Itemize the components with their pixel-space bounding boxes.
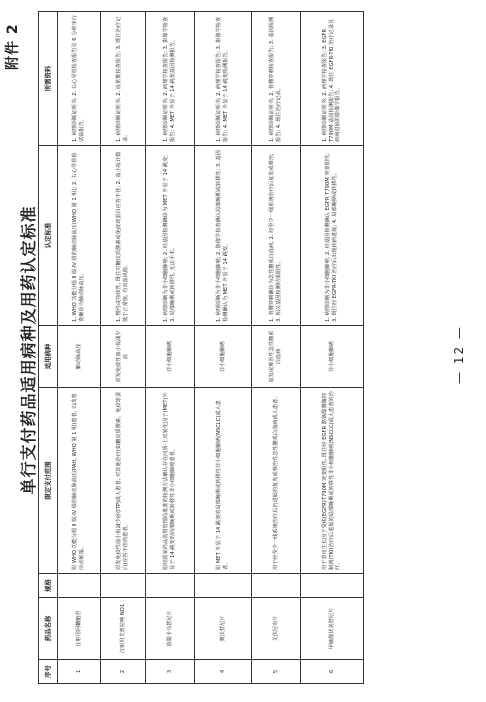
drug-name: 甲磺酸伏美替尼片: [301, 598, 364, 660]
scope-cell: 限 MET 外显子 14 跳变的局部晚期或转移性非小细胞肺癌(NSCLC)成人患者。: [195, 388, 252, 574]
criteria-cell: 1. 慢性或持续性, 既往对糖皮质激素或免疫球蛋白应答不佳; 2. 血小板计数低于正常值, 有出血风险。: [101, 146, 146, 326]
annex-label: 附件 2: [5, 23, 21, 70]
table-row: [301, 12, 364, 684]
row-number: 1: [58, 660, 101, 684]
disease-cell: 肺动脉高压: [58, 326, 101, 388]
row-number: 4: [195, 660, 252, 684]
disease-cell: 复发或难治性急性髓系白血病: [252, 326, 301, 388]
criteria-cell: 1. 病理诊断为非小细胞肺癌; 2. 经基因检测确认 EGFR T790M 突变阳性; 3. 既往经 EGFR-TKI 治疗后出现疾病进展; 4. 局部晚期或转移性。: [301, 146, 364, 326]
docs-cell: 1. 病情诊断证明书; 2. 骨髓穿刺检查报告; 3. 基因检测报告; 4. 既往治疗记录。: [252, 12, 301, 146]
header-cell: 适用病种: [39, 326, 58, 388]
scope-cell: 用于经至少一线系统治疗后仍进展的复发或难治性急性髓系白血病成人患者。: [252, 388, 301, 574]
page-title: 单行支付药品适用病种及用药认定标准: [19, 205, 38, 495]
header-cell: 序号: [39, 660, 58, 684]
disease-cell: 原发免疫性血小板减少症: [101, 326, 146, 388]
disease-cell: 非小细胞肺癌: [146, 326, 195, 388]
row-number: 2: [101, 660, 146, 684]
criteria-table: [38, 11, 364, 684]
scope-cell: 用于表皮生长因子受体(EGFR)T790M 突变阳性, 既往经 EGFR 酪氨酸激酶抑制剂(TKI)治疗后进展的局部晚期或转移性非小细胞肺癌(NSCLC)成人患者的治疗。: [301, 388, 364, 574]
spec-cell: [58, 574, 101, 598]
disease-cell: 非小细胞肺癌: [195, 326, 252, 388]
drug-name: 盐酸卡马替尼片: [146, 598, 195, 660]
table-row: [195, 12, 252, 684]
docs-cell: 1. 病情诊断证明书; 2. 病理学检查报告; 3. 影像学检查报告; 4. MET 外显子 14 跳变基因检测报告。: [146, 12, 195, 146]
docs-cell: 1. 病情诊断证明书; 2. 病理学检查报告; 3. EGFR T790M 基因检测报告; 4. 既往 EGFR-TKI 治疗记录及疾病进展的影像学报告。: [301, 12, 364, 146]
header-cell: 所需资料: [39, 12, 58, 146]
row-number: 3: [146, 660, 195, 684]
header-cell: 规格: [39, 574, 58, 598]
criteria-cell: 1. WHO 功能分级 Ⅱ 级-Ⅳ 级的肺动脉高压(WHO 第 1 组); 2. 右心导管检查确诊为肺动脉高压。: [58, 146, 101, 326]
header-cell: 药品名称: [39, 598, 58, 660]
drug-name: 注射用艾普拉唑 NO1: [101, 598, 146, 660]
scope-cell: 限经国家药品监督管理局批准的检测方法确认存在间质-上皮转化因子(MET)外显子 14 跳变的局部晚期或转移性非小细胞肺癌患者。: [146, 388, 195, 574]
scope-cell: 限 WHO 功能分级 Ⅱ 级-Ⅳ 级的肺动脉高压(PAH, WHO 第 1 组)患者, 以改善活动耐量。: [58, 388, 101, 574]
scope-cell: 原发免疫性血小板减少症(ITP)成人患者, 对其他治疗(如糖皮质激素、免疫球蛋白)应答不佳的患者。: [101, 388, 146, 574]
drug-name: 赛沃替尼片: [195, 598, 252, 660]
drug-name: 艾伏尼布片: [252, 598, 301, 660]
header-cell: 认定标准: [39, 146, 58, 326]
spec-cell: [101, 574, 146, 598]
row-number: 5: [252, 660, 301, 684]
drug-name: 注射用阿糖胞苷: [58, 598, 101, 660]
criteria-cell: 1. 骨髓穿刺确诊为急性髓系白血病; 2. 经至少一线系统治疗后复发或难治; 3. 相关基因检测结果阳性。: [252, 146, 301, 326]
table-row: [252, 12, 301, 684]
criteria-cell: 1. 病理诊断为非小细胞肺癌; 2. 经基因检测确诊为 MET 外显子 14 跳变; 3. 局部晚期或转移性, 无法手术。: [146, 146, 195, 326]
criteria-cell: 1. 病理诊断为非小细胞肺癌; 2. 影像学检查确认局部晚期或转移性; 3. 基因检测确认为 MET 外显子 14 跳变。: [195, 146, 252, 326]
table-row: [146, 12, 195, 684]
docs-cell: 1. 病情诊断证明书; 2. 右心导管检查报告及 6 分钟步行试验报告。: [58, 12, 101, 146]
docs-cell: 1. 病情诊断证明书; 2. 病理学检查报告; 3. 影像学检查报告; 4. MET 外显子 14 跳变检测报告。: [195, 12, 252, 146]
spec-cell: [146, 574, 195, 598]
table-row: [58, 12, 101, 684]
spec-cell: [195, 574, 252, 598]
spec-cell: [301, 574, 364, 598]
disease-cell: 非小细胞肺癌: [301, 326, 364, 388]
table-header-row: [39, 12, 58, 684]
table-row: [101, 12, 146, 684]
header-cell: 限定支付范围: [39, 388, 58, 574]
docs-cell: 1. 病情诊断证明书; 2. 血常规检查报告; 3. 既往治疗记录。: [101, 12, 146, 146]
spec-cell: [252, 574, 301, 598]
page-number: — 12 —: [452, 325, 466, 384]
row-number: 6: [301, 660, 364, 684]
